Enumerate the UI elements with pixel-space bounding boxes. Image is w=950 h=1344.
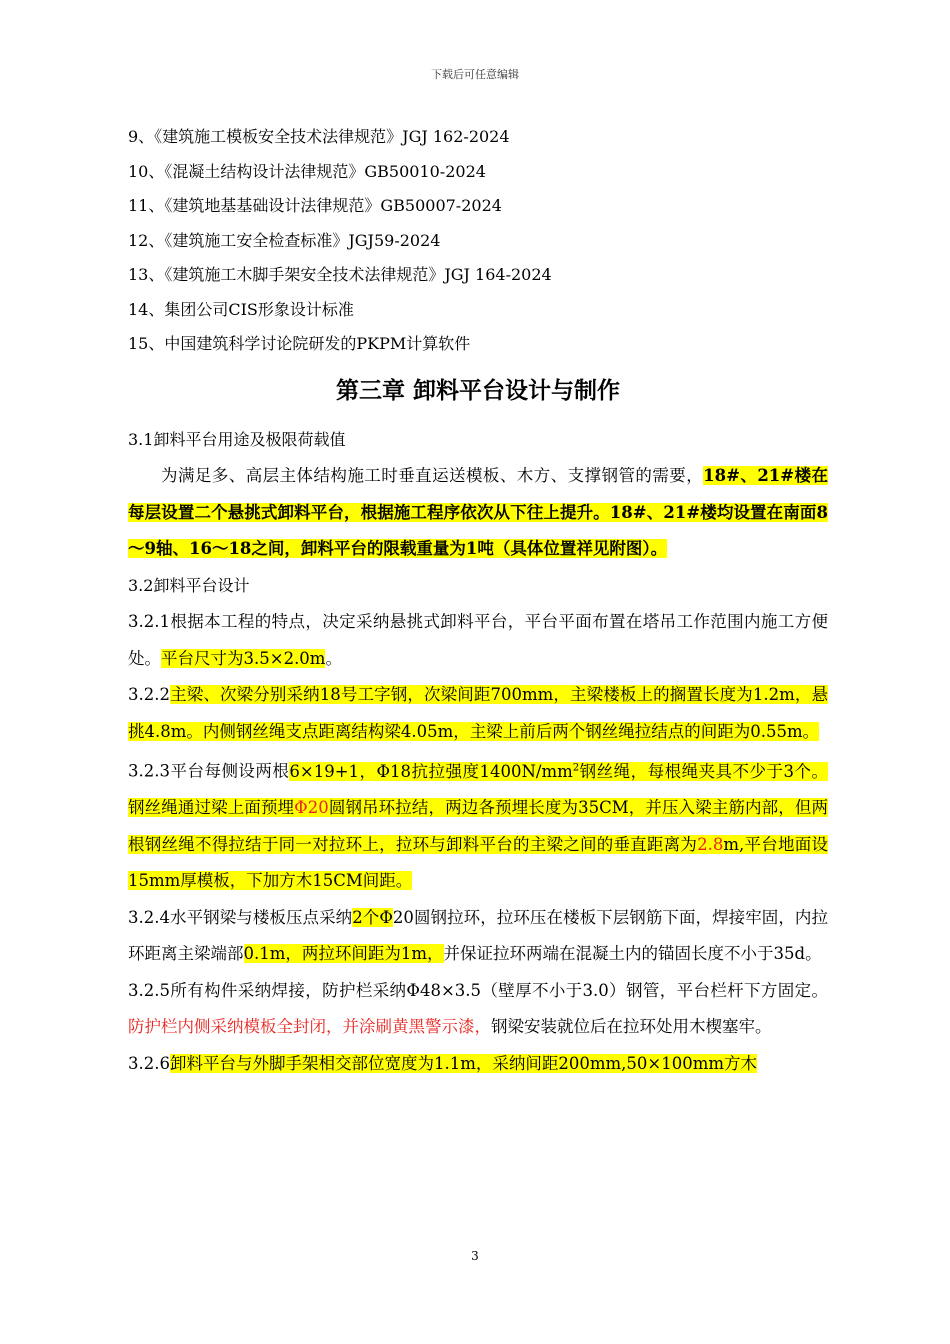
highlighted-text: 0.1m，两拉环间距为1m， <box>243 944 444 963</box>
reference-item-10: 10、《混凝土结构设计法律规范》GB50010-2024 <box>128 161 486 181</box>
paragraph-text: 3.2.6 <box>128 1053 170 1073</box>
paragraph-text: 并保证拉环两端在混凝土内的锚固长度不小于35d。 <box>443 944 822 963</box>
page-number: 3 <box>471 1249 479 1263</box>
red-text: 防护栏内侧采纳模板全封闭，并涂刷黄黑警示漆， <box>128 1017 491 1036</box>
paragraph-3-2-3 <box>128 750 828 900</box>
paragraph-text: 3.2.2 <box>128 685 170 704</box>
paragraph-text: 20圆钢拉环，拉环压在楼板下层钢筋下面，焊接牢固，内拉环距离主梁端部 <box>128 907 828 963</box>
paragraph-3-2-4 <box>128 900 828 973</box>
highlighted-text: 主梁、次梁分别采纳18号工字钢，次梁间距700mm，主梁楼板上的搁置长度为1.2m，悬挑4.8m。内侧钢丝绳支点距离结构梁4.05m，主梁上前后两个钢丝绳拉结点的间距为0.55m。 <box>128 685 828 741</box>
paragraph-text: 钢梁安装就位后在拉环处用木楔塞牢。 <box>491 1017 772 1036</box>
highlighted-text-part: 钢丝绳，每根绳夹具不少于3个。钢丝绳通过梁上面预埋 <box>128 761 828 817</box>
paragraph-3-2-6 <box>128 1046 828 1083</box>
reference-item-11: 11、《建筑地基基础设计法律规范》GB50007-2024 <box>128 196 502 215</box>
paragraph-text: 3.2.4水平钢梁与楼板压点采纳 <box>128 907 353 927</box>
reference-item-14: 14、集团公司CIS形象设计标准 <box>128 299 354 319</box>
paragraph-3-2-2 <box>128 677 828 750</box>
red-text: 2.8 <box>697 834 724 854</box>
reference-item-9: 9、《建筑施工模板安全技术法律规范》JGJ 162-2024 <box>128 127 510 146</box>
document-body <box>128 120 828 1082</box>
reference-item-13: 13、《建筑施工木脚手架安全技术法律规范》JGJ 164-2024 <box>128 265 552 284</box>
paragraph-3-2-1 <box>128 604 828 677</box>
section-3-1-heading: 3.1卸料平台用途及极限荷载值 <box>128 429 346 449</box>
superscript: 2 <box>572 762 580 773</box>
paragraph-text: 3.2.5所有构件采纳焊接，防护栏采纳Φ48×3.5（壁厚不小于3.0）钢管，平台栏杆下方固定。 <box>128 980 828 1000</box>
paragraph-3-2-5 <box>128 973 828 1046</box>
section-3-1-paragraph <box>128 458 828 568</box>
highlighted-text-part: 圆钢吊环拉结，两边各预埋长度为35CM，并压入梁主筋内部，但两根钢丝绳不得拉结于同一对拉环上，拉环与卸料平台的主梁之间的垂直距离为 <box>128 798 828 854</box>
highlighted-text-part: m,平台地面设15mm厚模板，下加方木15CM间距。 <box>128 834 828 890</box>
highlighted-text: 卸料平台与外脚手架相交部位宽度为1.1m，采纳间距200mm,50×100mm方木 <box>169 1053 758 1073</box>
highlighted-text: 平台尺寸为3.5×2.0m <box>161 648 326 668</box>
reference-item-12: 12、《建筑施工安全检查标准》JGJ59-2024 <box>128 230 441 250</box>
paragraph-text: 3.2.3平台每侧设两根 <box>128 761 290 781</box>
reference-item-15: 15、中国建筑科学讨论院研发的PKPM计算软件 <box>128 334 471 353</box>
section-3-2-heading: 3.2卸料平台设计 <box>128 575 250 595</box>
paragraph-text: 3.2.1根据本工程的特点，决定采纳悬挑式卸料平台，平台平面布置在塔吊工作范围内施工方便处。 <box>128 612 828 668</box>
red-text: Φ20 <box>294 798 329 817</box>
page-header: 下载后可任意编辑 <box>431 68 519 81</box>
paragraph-text: 。 <box>325 648 342 668</box>
highlighted-text: 2个Φ <box>352 907 393 927</box>
highlighted-text-part: 6×19+1，Φ18抗拉强度1400N/mm <box>289 761 573 781</box>
paragraph-text: 为满足多、高层主体结构施工时垂直运送模板、木方、支撑钢管的需要， <box>161 466 704 485</box>
chapter-title: 第三章 卸料平台设计与制作 <box>335 377 620 404</box>
highlighted-text: 18#、21#楼在每层设置二个悬挑式卸料平台，根据施工程序依次从下往上提升。18#、21#楼均设置在南面8～9轴、16～18之间，卸料平台的限载重量为1吨（具体位置祥见附图）。 <box>128 466 828 558</box>
